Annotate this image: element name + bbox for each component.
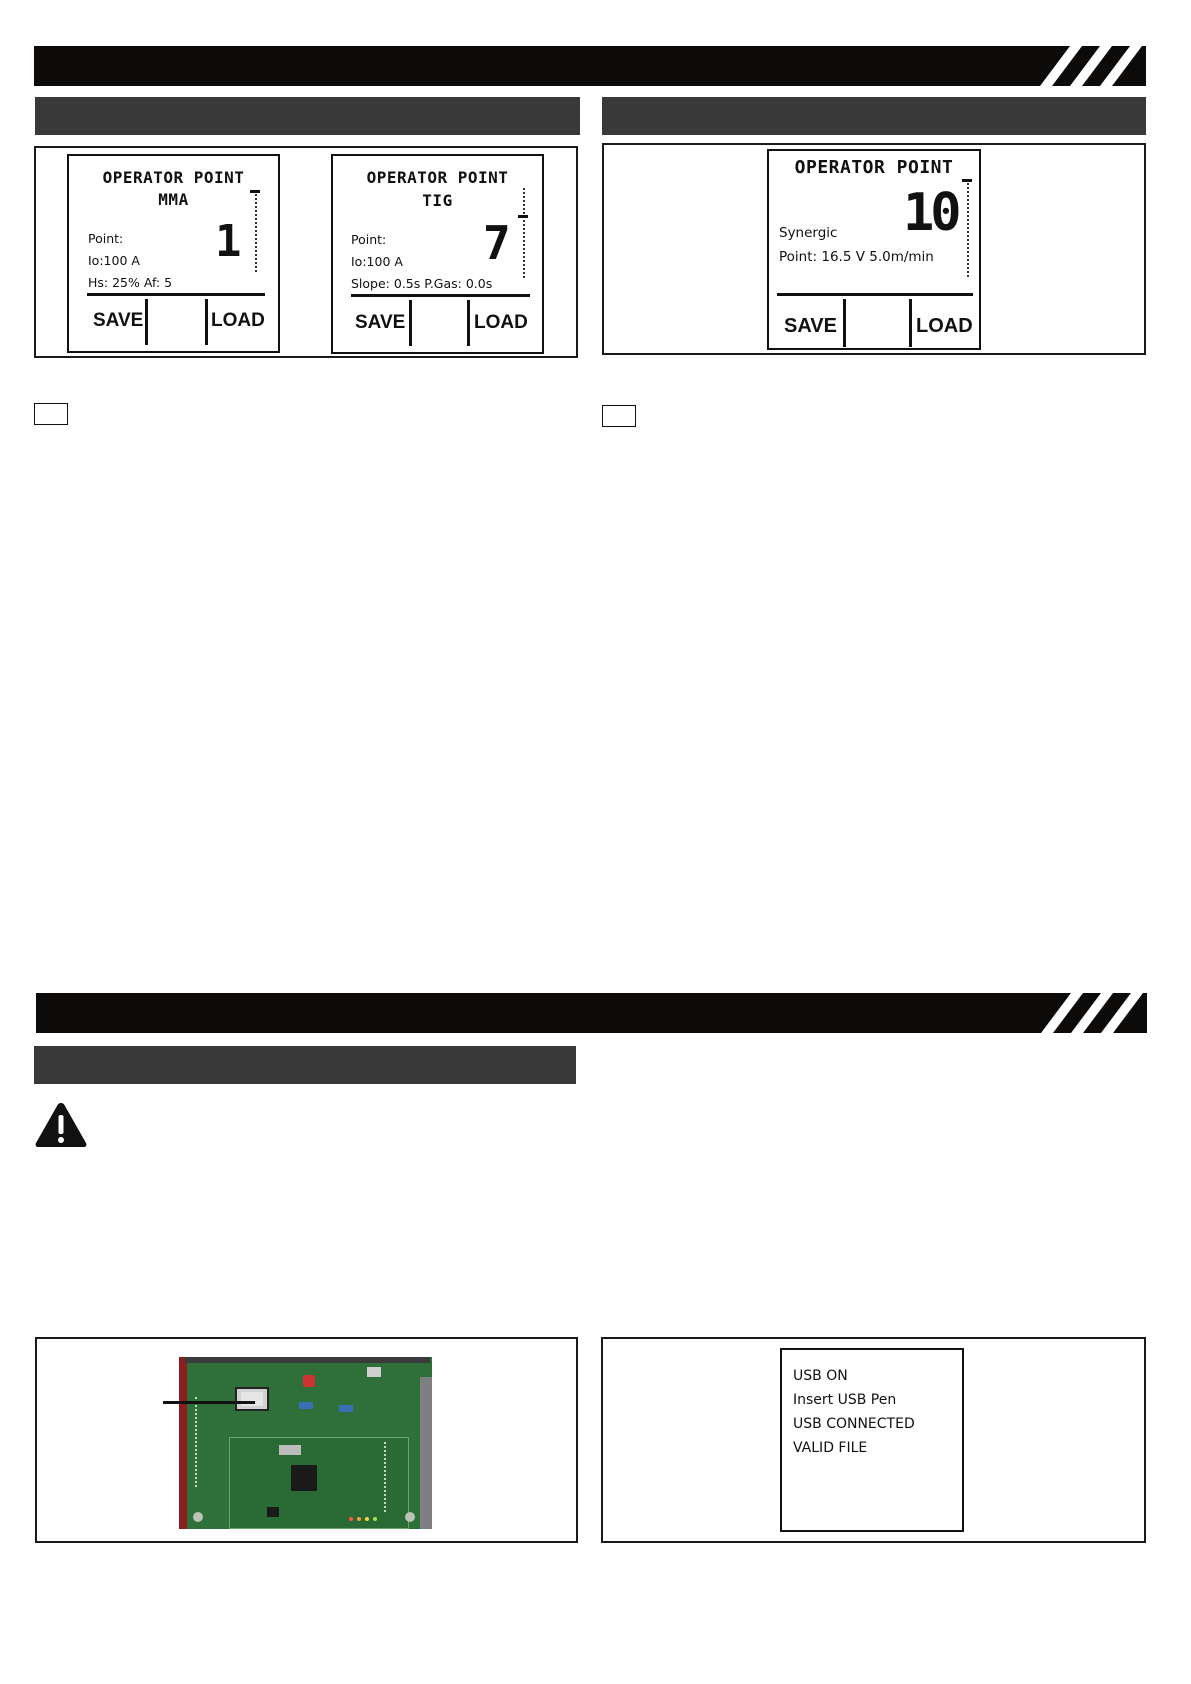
usb-status-line: USB ON	[793, 1368, 848, 1384]
checkbox-left[interactable]	[34, 403, 68, 425]
divider	[467, 300, 470, 346]
divider	[777, 293, 973, 296]
scrollbar	[967, 179, 969, 277]
slope-pregas: Slope: 0.5s P.Gas: 0.0s	[351, 276, 493, 291]
section-banner-bottom	[36, 993, 1147, 1033]
load-button[interactable]: LOAD	[474, 312, 528, 333]
section-banner-top	[34, 46, 1146, 86]
subsection-bar-right	[602, 97, 1146, 135]
mode-label: Synergic	[779, 225, 838, 241]
lcd-operator-point-tig	[331, 154, 544, 354]
stripes-decoration-icon	[1027, 993, 1147, 1033]
point-label: Point:	[351, 232, 387, 247]
lcd-operator-point-mma	[67, 154, 280, 353]
save-button[interactable]: SAVE	[355, 312, 406, 333]
current-value: Io:100 A	[88, 253, 140, 268]
point-value: 1	[215, 216, 242, 267]
load-button[interactable]: LOAD	[916, 315, 973, 337]
scrollbar-thumb	[518, 215, 528, 218]
divider	[909, 299, 912, 347]
lcd-mode: MMA	[158, 190, 189, 209]
point-value: 10	[903, 183, 958, 243]
divider	[351, 294, 530, 297]
usb-status-line: Insert USB Pen	[793, 1392, 897, 1408]
checkbox-right[interactable]	[602, 405, 636, 427]
scrollbar	[255, 190, 257, 272]
hotstart-arcforce: Hs: 25% Af: 5	[88, 275, 173, 290]
point-label: Point:	[88, 231, 124, 246]
lcd-title: OPERATOR POINT	[366, 168, 509, 187]
load-button[interactable]: LOAD	[211, 310, 265, 331]
usb-port-pointer-line	[163, 1401, 255, 1404]
divider	[843, 299, 846, 347]
stripes-decoration-icon	[1026, 46, 1146, 86]
scrollbar	[523, 188, 525, 278]
scrollbar-thumb	[250, 190, 260, 193]
scrollbar-thumb	[962, 179, 972, 182]
divider	[145, 299, 148, 345]
control-board-photo	[179, 1357, 432, 1529]
divider	[409, 300, 412, 346]
save-button[interactable]: SAVE	[784, 315, 837, 337]
subsection-bar-bottom	[34, 1046, 576, 1084]
current-value: Io:100 A	[351, 254, 403, 269]
divider	[205, 299, 208, 345]
lcd-title: OPERATOR POINT	[794, 157, 954, 178]
subsection-bar-left	[35, 97, 580, 135]
lcd-title: OPERATOR POINT	[102, 168, 245, 187]
point-value: 7	[483, 216, 511, 270]
warning-triangle-icon	[34, 1101, 88, 1149]
lcd-usb-status	[780, 1348, 964, 1532]
save-button[interactable]: SAVE	[93, 310, 144, 331]
lcd-mode: TIG	[422, 191, 453, 210]
divider	[87, 293, 265, 296]
voltage-wirespeed: Point: 16.5 V 5.0m/min	[779, 249, 934, 265]
usb-status-line: USB CONNECTED	[793, 1416, 915, 1432]
usb-status-line: VALID FILE	[793, 1440, 868, 1456]
lcd-operator-point-synergic	[767, 149, 981, 350]
